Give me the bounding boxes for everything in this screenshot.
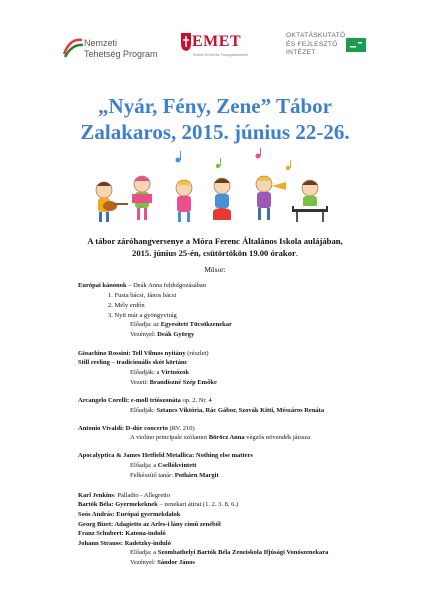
- ntp-line2: Tehetség Program: [84, 49, 158, 59]
- program-item-8: Soós András: Európai gyermekdalok: [78, 511, 181, 518]
- program-item-2b: Still reeling – tradicionális skót körtánc: [78, 359, 188, 366]
- program-item-1: Európai kánonok – Deák Anna feldolgozásában: [78, 282, 207, 289]
- page-title-line1: „Nyár, Fény, Zene” Tábor: [98, 94, 332, 118]
- program-item-4: Antonio Vivaldi: D-dúr concerto (RV. 210): [78, 425, 195, 432]
- children-musicians-illustration: [88, 148, 342, 228]
- intro-line1: A tábor záróhangversenye a Móra Ferenc Általános Iskola aulájában,: [87, 236, 343, 246]
- program-item-6: Karl Jenkins: Palladio - Allegretto: [78, 492, 171, 499]
- program-performer: Előadják: Sztancs Viktória, Rác Gábor, Szovák Kitti, Mészáros Renáta: [130, 407, 325, 414]
- program-item-9: Georg Bizet: Adagietto az Arles-i lány című zenéből: [78, 521, 221, 528]
- emet-name: EMET: [192, 33, 242, 50]
- program-item-3: Arcangelo Corelli: e-moll triószonáta op. 2. Nr. 4: [78, 397, 212, 404]
- intro-date: 2015. június 25-én, csütörtökön 19.00 órakor: [132, 248, 296, 258]
- page-title-line2: Zalakaros, 2015. június 22-26.: [80, 120, 350, 144]
- program-performer: Előadja: a Szombathelyi Bartók Béla Zeneiskola Ifjúsági Vonószenekara: [130, 549, 329, 556]
- nemzeti-tehetseg-program-logo: [62, 34, 170, 64]
- program-item-11: Johann Strauss: Radetzky-induló: [78, 540, 171, 547]
- program-heading: Műsor:: [204, 265, 226, 274]
- program-item-2: Gioachino Rossini: Tell Vilmos nyitány (részlet): [78, 350, 209, 357]
- program-item-7: Bartók Béla: Gyermekeknek – zenekari átirat (1. 2. 3. 8. 6.): [78, 501, 239, 508]
- program-performer: Előadja: az Egyesített Tücsökzenekar: [130, 321, 232, 328]
- ofi-line3: INTÉZET: [286, 49, 316, 56]
- program-subitem: 1. Fusta bácsi, János bácsi: [108, 292, 177, 299]
- program-soloist: A violino principale szólamot Böröcz Anna végzős növendék játssza: [130, 434, 311, 441]
- program-subitem: 3. Nyit már a gyöngyvirág: [108, 312, 177, 319]
- ntp-line1: Nemzeti: [84, 38, 118, 48]
- program-conductor: Vezényel: Deák György: [130, 331, 195, 338]
- ntp-swoosh-icon: [62, 36, 84, 60]
- ofi-logo: [286, 32, 396, 66]
- ofi-mark-icon: [346, 38, 366, 52]
- emet-crest-icon: [180, 32, 192, 52]
- program-teacher: Felkészítő tanár: Pothárn Margit: [130, 472, 219, 479]
- program-performer: Előadja: a Csellókvintett: [130, 462, 197, 469]
- intro-line2: 2015. június 25-én, csütörtökön 19.00 órakor.: [132, 248, 298, 258]
- program-item-10: Franz Schubert: Katona-induló: [78, 530, 166, 537]
- program-subitem: 2. Mély erdőn: [108, 302, 145, 309]
- program-item-5: Apocalyptica & James Hetfield Metallica: Nothing else matters: [78, 452, 253, 459]
- program-performer: Előadják: a Virtuózok: [130, 369, 189, 376]
- emet-subtitle: Emberi Erőforrás Támogatáskezelő: [193, 53, 248, 57]
- emet-logo: [180, 26, 248, 66]
- ofi-line2: ÉS FEJLESZTŐ: [286, 40, 338, 48]
- program-conductor: Vezeti: Brandiszné Szép Emőke: [130, 379, 217, 386]
- ofi-line1: OKTATÁSKUTATÓ: [286, 32, 346, 39]
- program-conductor: Vezényel: Sándor János: [130, 559, 195, 566]
